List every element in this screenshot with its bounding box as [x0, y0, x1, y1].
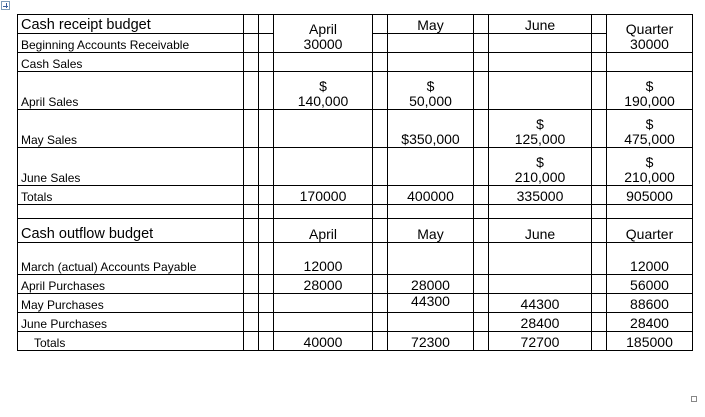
table-resize-handle-icon[interactable]: [691, 396, 697, 402]
april-purchases-quarter: 56000: [607, 275, 693, 294]
may-sales-label: May Sales: [18, 110, 244, 148]
april-purchases-label: April Purchases: [18, 275, 244, 294]
spacer-row: [18, 205, 693, 219]
beginning-ar-quarter: 30000: [630, 36, 669, 52]
table-row: [18, 186, 693, 205]
june-sales-quarter: $ 210,000: [607, 148, 693, 186]
june-purchases-june: 28400: [489, 313, 592, 332]
table-row: [18, 110, 693, 148]
outflow-header-april: April: [274, 219, 373, 243]
beginning-ar-april: 30000: [303, 36, 343, 52]
table-row: [18, 53, 693, 72]
receipt-totals-june: 335000: [489, 186, 592, 205]
april-purchases-april: 28000: [274, 275, 373, 294]
table-move-handle-icon[interactable]: [1, 1, 10, 10]
table-row: [18, 148, 693, 186]
outflow-totals-may: 72300: [388, 332, 474, 351]
june-purchases-quarter: 28400: [607, 313, 693, 332]
april-purchases-may: 28000: [388, 275, 474, 294]
april-sales-label: April Sales: [18, 72, 244, 110]
receipt-header-june: June: [489, 15, 592, 34]
june-sales-label: June Sales: [18, 148, 244, 186]
may-purchases-quarter: 88600: [607, 294, 693, 313]
receipt-header-april: April 30000: [274, 15, 373, 53]
outflow-header-row: [18, 219, 693, 243]
receipt-totals-quarter: 905000: [607, 186, 693, 205]
outflow-totals-june: 72700: [489, 332, 592, 351]
april-sales-may: $ 50,000: [388, 72, 474, 110]
beginning-ar-label: Beginning Accounts Receivable: [18, 34, 244, 53]
outflow-totals-april: 40000: [274, 332, 373, 351]
outflow-header-may: May: [388, 219, 474, 243]
march-ap-label: March (actual) Accounts Payable: [18, 243, 244, 275]
may-purchases-june: 44300: [489, 294, 592, 313]
may-purchases-may: 44300: [388, 294, 474, 313]
june-purchases-label: June Purchases: [18, 313, 244, 332]
may-purchases-label: May Purchases: [18, 294, 244, 313]
cash-sales-label: Cash Sales: [18, 53, 244, 72]
outflow-title: Cash outflow budget: [18, 219, 244, 243]
outflow-totals-quarter: 185000: [607, 332, 693, 351]
table-row: [18, 275, 693, 294]
receipt-header-may: May: [388, 15, 474, 34]
outflow-totals-label: Totals: [18, 332, 244, 351]
receipt-header-row: [18, 15, 693, 34]
table-row: [18, 332, 693, 351]
may-sales-june: $ 125,000: [489, 110, 592, 148]
receipt-header-quarter: Quarter 30000: [607, 15, 693, 53]
may-sales-may: $350,000: [388, 110, 474, 148]
march-ap-quarter: 12000: [607, 243, 693, 275]
outflow-header-june: June: [489, 219, 592, 243]
receipt-title: Cash receipt budget: [18, 15, 244, 34]
table-row: [18, 313, 693, 332]
april-sales-april: $ 140,000: [274, 72, 373, 110]
may-sales-quarter: $ 475,000: [607, 110, 693, 148]
budget-table: [17, 14, 693, 351]
table-row: [18, 243, 693, 275]
april-sales-quarter: $ 190,000: [607, 72, 693, 110]
june-sales-june: $ 210,000: [489, 148, 592, 186]
table-row: [18, 294, 693, 313]
outflow-header-quarter: Quarter: [607, 219, 693, 243]
receipt-totals-may: 400000: [388, 186, 474, 205]
receipt-totals-april: 170000: [274, 186, 373, 205]
table-row: [18, 72, 693, 110]
receipt-totals-label: Totals: [18, 186, 244, 205]
march-ap-april: 12000: [274, 243, 373, 275]
